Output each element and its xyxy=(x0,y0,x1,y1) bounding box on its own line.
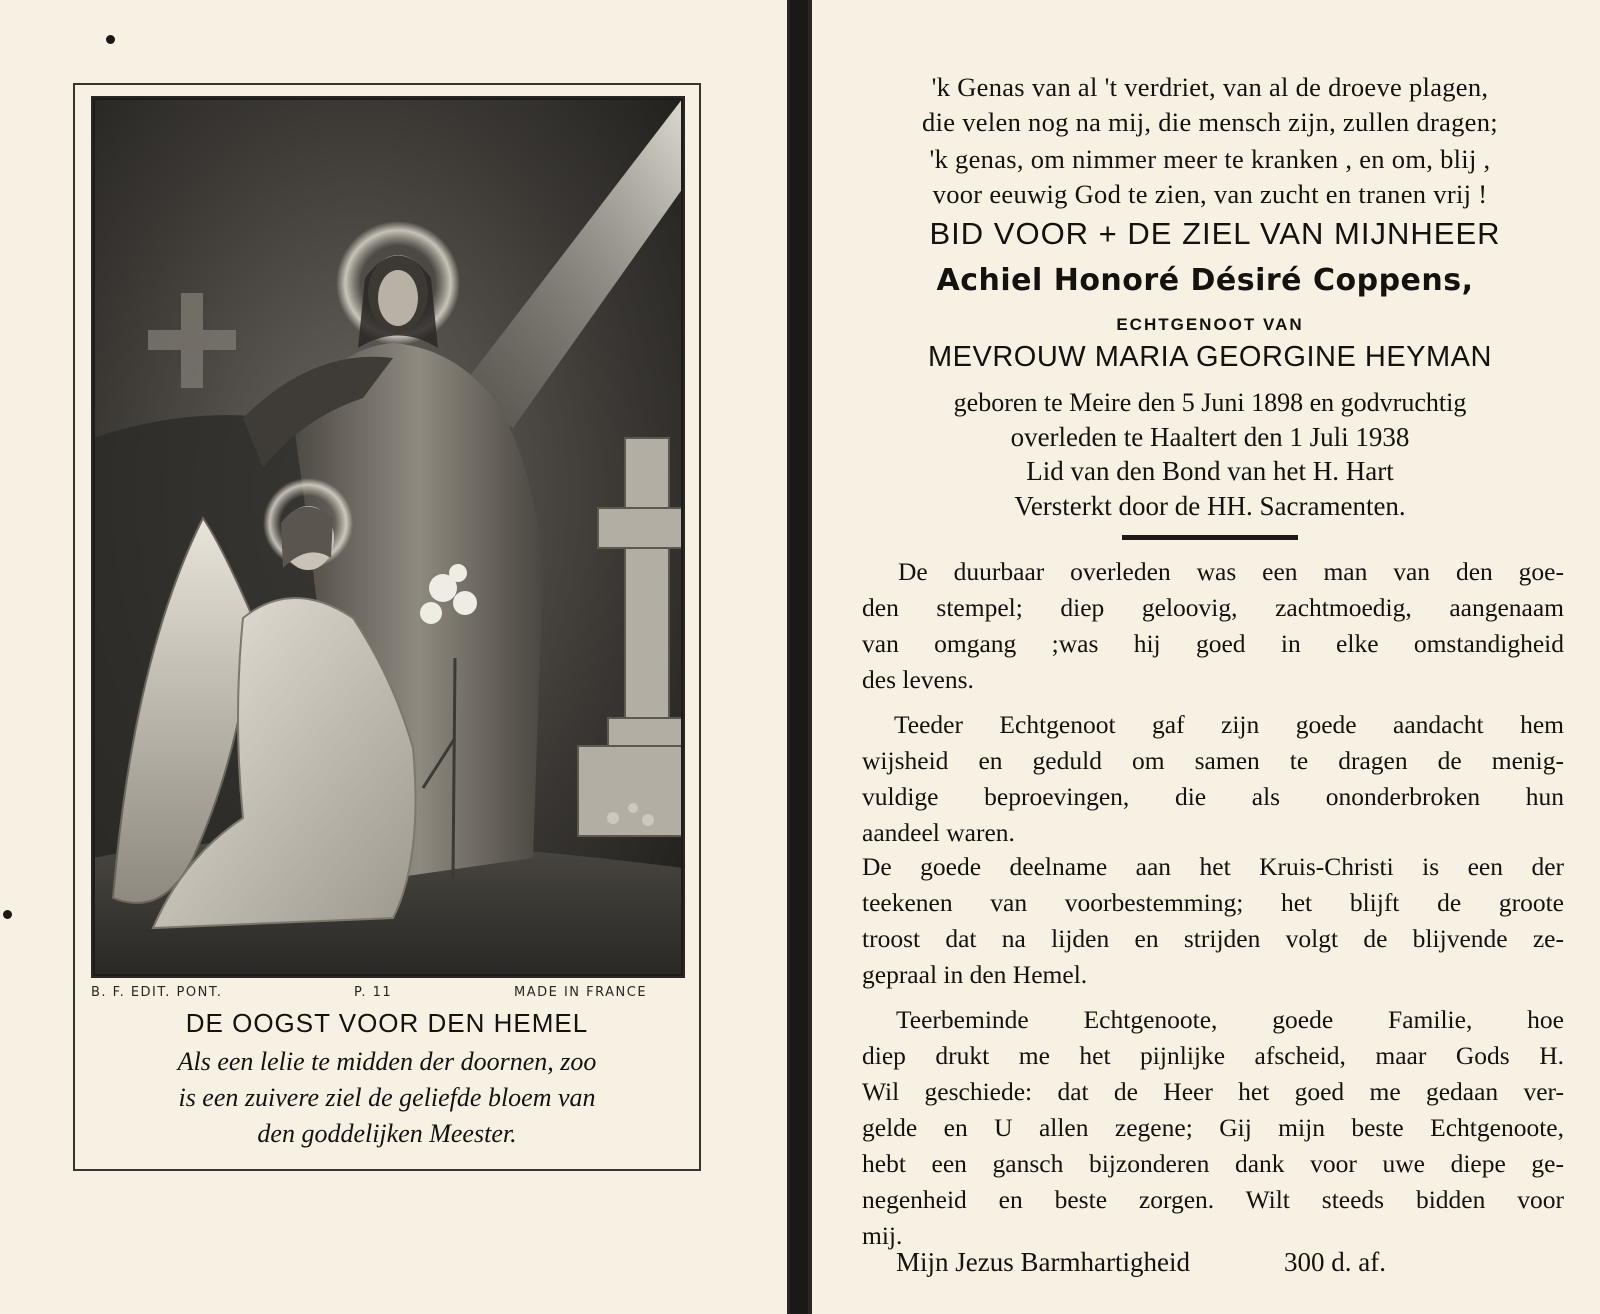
paragraph-line: troost dat na lijden en strijden volgt de blijvende ze- xyxy=(862,924,1564,953)
paragraph-line: diep drukt me het pijnlijke afscheid, maar Gods H. xyxy=(862,1041,1564,1070)
verse-line: Als een lelie te midden der doornen, zoo xyxy=(177,1047,597,1076)
divider-rule xyxy=(1122,535,1298,540)
card-title: DE OOGST VOOR DEN HEMEL xyxy=(185,1008,589,1038)
origin-credit: MADE IN FRANCE xyxy=(514,985,648,1000)
paragraph-line: Teeder Echtgenoot gaf zijn goede aandacht hem xyxy=(894,710,1564,739)
membership-line: Lid van den Bond van het H. Hart xyxy=(1026,456,1394,486)
death-line: overleden te Haaltert den 1 Juli 1938 xyxy=(1010,422,1410,452)
poem-line: 'k Genas van al 't verdriet, van al de droeve plagen, xyxy=(931,72,1489,102)
indulgence-value: 300 d. af. xyxy=(1284,1247,1386,1277)
paragraph-line: vuldige beproevingen, die als ononderbroken hun xyxy=(862,782,1564,811)
paragraph-line: gepraal in den Hemel. xyxy=(862,960,1088,989)
spouse-label: ECHTGENOOT VAN xyxy=(1116,315,1304,334)
birth-line: geboren te Meire den 5 Juni 1898 en godvruchtig xyxy=(953,388,1467,417)
poem-line: voor eeuwig God te zien, van zucht en tranen vrij ! xyxy=(932,179,1488,209)
paragraph-line: wijsheid en geduld om samen te dragen de menig- xyxy=(862,746,1564,775)
paragraph-line: De goede deelname aan het Kruis-Christi is een der xyxy=(862,852,1564,881)
verse-line: is een zuivere ziel de geliefde bloem van xyxy=(178,1083,596,1112)
jesus-and-angel-illustration xyxy=(93,98,683,976)
devotional-illustration xyxy=(91,96,685,978)
indulgence-prayer: Mijn Jezus Barmhartigheid xyxy=(896,1247,1190,1277)
plate-number: P. 11 xyxy=(354,985,393,1000)
paragraph-line: Teerbeminde Echtgenoote, goede Familie, hoe xyxy=(896,1005,1564,1034)
publisher-credit: B. F. EDIT. PONT. xyxy=(91,985,223,1000)
paragraph-line: De duurbaar overleden was een man van den goe- xyxy=(898,557,1564,586)
sacraments-line: Versterkt door de HH. Sacramenten. xyxy=(1014,491,1406,521)
poem-line: 'k genas, om nimmer meer te kranken , en om, blij , xyxy=(929,144,1491,174)
paragraph-line: gelde en U allen zegene; Gij mijn beste Echtgenoote, xyxy=(862,1113,1564,1142)
paragraph-line: des levens. xyxy=(862,665,974,694)
verse-line: den goddelijken Meester. xyxy=(257,1119,517,1148)
paragraph-line: mij. xyxy=(862,1221,903,1250)
paragraph-line: Wil geschiede: dat de Heer het goed me gedaan ver- xyxy=(862,1077,1564,1106)
poem-line: die velen nog na mij, die mensch zijn, zullen dragen; xyxy=(922,107,1498,137)
paragraph-line: hebt een gansch bijzonderen dank voor uwe diepe ge- xyxy=(862,1149,1564,1178)
paragraph-line: van omgang ;was hij goed in elke omstandigheid xyxy=(862,629,1564,658)
punch-dot xyxy=(3,910,12,919)
paragraph-line: negenheid en beste zorgen. Wilt steeds bidden voor xyxy=(862,1185,1564,1214)
spouse-name: MEVROUW MARIA GEORGINE HEYMAN xyxy=(928,341,1492,373)
paragraph-line: den stempel; diep geloovig, zachtmoedig, aangenaam xyxy=(862,593,1564,622)
prayer-heading: BID VOOR + DE ZIEL VAN MIJNHEER xyxy=(929,216,1501,251)
paragraph-line: teekenen van voorbestemming; het blijft de groote xyxy=(862,888,1564,917)
paragraph-line: aandeel waren. xyxy=(862,818,1015,847)
punch-dot xyxy=(106,35,115,44)
deceased-name: Achiel Honoré Désiré Coppens, xyxy=(936,263,1474,298)
